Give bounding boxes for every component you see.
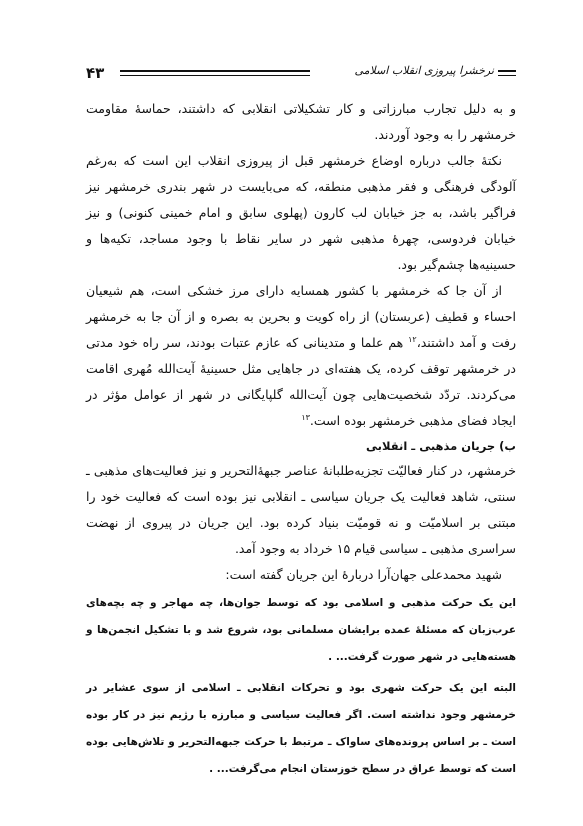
- section-heading: ب) جریان مذهبی ـ انقلابی: [366, 439, 516, 453]
- quote-2: البته این یک حرکت شهری بود و تحرکات انقلابی ـ اسلامی از سوی عشایر در خرمشهر وجود نداشته است. اگر فعالیت سیاسی و مبارزه با رژیم نیز در کار بوده است ـ بر اساس پرونده‌های ساواک ـ مرتبط با حرکت جبهه‌التحریر و تلاش‌هایی بوده است که توسط عراق در سطح خوزستان انجام می‌گرفت... .: [86, 682, 516, 775]
- paragraph-2: نکتهٔ جالب درباره اوضاع خرمشهر قبل از پیروزی انقلاب این است که به‌رغم آلودگی فرهنگی و فقر مذهبی منطقه، که می‌بایست در شهر بندری خرمشهر نیز فراگیر باشد، به جز خیابان لب کارون (پهلوی سابق و امام خمینی کنونی) و نیز خیابان فردوسی، چهرهٔ مذهبی شهر در سایر نقاط با وجود مساجد، تکیه‌ها و حسینیه‌ها چشم‌گیر بود.: [86, 153, 516, 272]
- running-title: نرخشرا پیروزی انقلاب اسلامی: [354, 64, 494, 77]
- paragraph-3-part-a: از آن جا که خرمشهر با کشور همسایه دارای مرز خشکی است، هم شیعیان احساء و قطیف (عربستان) از راه کویت و بحرین به بصره و از آن جا به خرمشهر رفت و آمد داشتند،: [86, 283, 516, 350]
- header-rule-left: [120, 70, 310, 76]
- page-number: ۴۳: [86, 64, 105, 82]
- paragraph-3: [86, 278, 516, 434]
- quote-1: این یک حرکت مذهبی و اسلامی بود که توسط جوان‌ها، چه مهاجر و چه بچه‌های عرب‌زبان که مسئلهٔ عمده برایشان مسلمانی بود، شروع شد و با تشکیل انجمن‌ها و هسته‌هایی در شهر صورت گرفت... .: [86, 597, 516, 663]
- paragraph-3-part-b: هم علما و متدینانی که عازم عتبات بودند، سر راه خود مدتی در خرمشهر توقف کرده، یک هفته‌ای در جاهایی مثل حسینیهٔ آیت‌الله مُهری اقامت می‌کردند. تردّد شخصیت‌هایی چون آیت‌الله گلپایگانی در شهر از عوامل مؤثر در ایجاد فضای مذهبی خرمشهر بوده است.: [86, 335, 516, 428]
- page-header: [86, 64, 516, 86]
- footnote-ref-12[interactable]: ۱۲: [408, 334, 417, 344]
- paragraph-5: شهید محمدعلی جهان‌آرا دربارهٔ این جریان گفته است:: [225, 567, 502, 582]
- page-body: [86, 96, 516, 783]
- header-rule-right: [498, 70, 516, 76]
- footnote-ref-13[interactable]: ۱۳: [301, 412, 310, 422]
- paragraph-4: خرمشهر، در کنار فعالیّت تجزیه‌طلبانهٔ عناصر جبههٔ‌التحریر و نیز فعالیت‌های مذهبی ـ سنتی، شاهد فعالیت یک جریان سیاسی ـ انقلابی نیز بوده است که فعالیت خود را مبتنی بر اسلامیّت و نه قومیّت بنیاد کرده بود. این جریان در پیروی از نهضت سراسری مذهبی ـ سیاسی قیام ۱۵ خرداد به وجود آمد.: [86, 463, 516, 556]
- paragraph-1: و به دلیل تجارب مبارزاتی و کار تشکیلاتی انقلابی که داشتند، حماسهٔ مقاومت خرمشهر را به وجود آوردند.: [86, 101, 516, 142]
